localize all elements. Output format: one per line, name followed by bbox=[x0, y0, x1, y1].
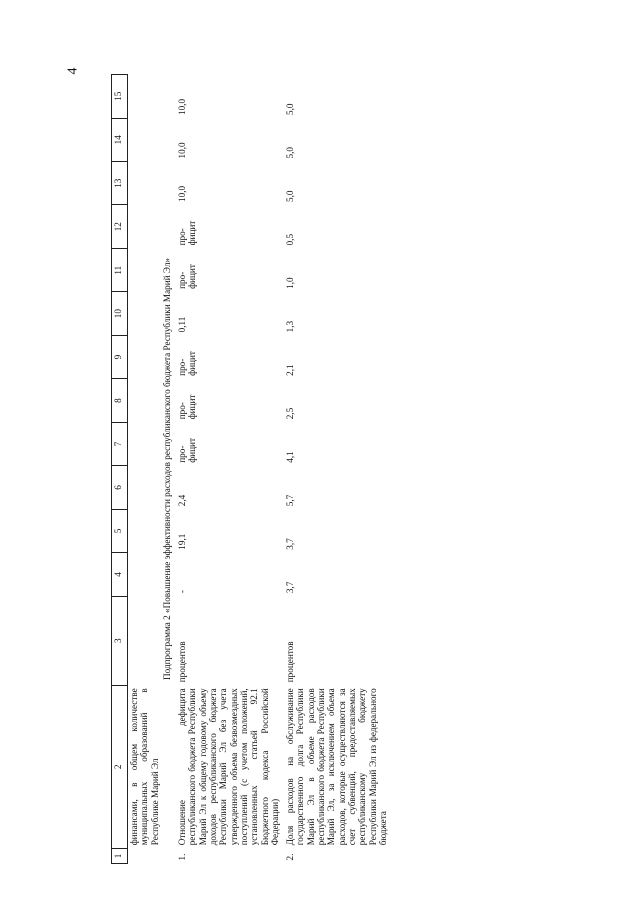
header-cell: 7 bbox=[112, 422, 128, 465]
header-cell: 11 bbox=[112, 248, 128, 291]
indicator-text: Отношение дефицита республиканского бюджета Республики Марий Эл к общему годовому объему доходов республиканского бюджета Республики Марий Эл без учета утвержденного объема безвозмездных поступлений (с учетом положений, установленных статьей 92.1 Бюджетного кодекса Российской Федерации) bbox=[177, 688, 280, 846]
value-cell: 2,4 bbox=[177, 494, 188, 507]
header-cell: 4 bbox=[112, 553, 128, 596]
rotated-table-sheet bbox=[111, 74, 601, 864]
header-cell: 10 bbox=[112, 292, 128, 335]
header-cell: 15 bbox=[112, 75, 128, 119]
value-cell: 5,0 bbox=[285, 103, 296, 116]
header-cell: 1 bbox=[112, 848, 128, 863]
value-cell: 1,3 bbox=[285, 320, 296, 333]
value-cell: про- фицит bbox=[177, 220, 198, 246]
row-number: 2. bbox=[285, 853, 296, 861]
page-number: 4 bbox=[65, 67, 81, 75]
value-cell: про- фицит bbox=[177, 351, 198, 376]
subprogram-row bbox=[161, 75, 173, 864]
unit-cell: процентов bbox=[285, 641, 296, 683]
value-cell: 10,0 bbox=[177, 185, 188, 202]
value-cell: 10,0 bbox=[177, 98, 188, 116]
value-cell: 19,1 bbox=[177, 533, 188, 550]
value-cell: - bbox=[177, 590, 188, 594]
value-cell: про- фицит bbox=[177, 438, 198, 463]
header-cell: 6 bbox=[112, 466, 128, 509]
indicator-text: Доля расходов на обслуживание государственного долга Республики Марий Эл в объеме расходов республиканского бюджета Республики Марий Эл, за исключением объема расходов, которые осуществляются за счет субвенций, предоставляемых республиканскому бюджету Республики Марий Эл из федерального бюджета bbox=[285, 688, 388, 846]
carry-over-row bbox=[128, 75, 161, 864]
carry-over-text: финансами, в общем количестве муниципальных образований в Республике Марий Эл bbox=[129, 688, 160, 846]
row-number: 1. bbox=[177, 853, 188, 861]
value-cell: 3,7 bbox=[285, 581, 296, 594]
header-cell: 8 bbox=[112, 379, 128, 422]
header-cell: 12 bbox=[112, 205, 128, 248]
value-cell: 1,0 bbox=[285, 277, 296, 289]
column-number-header-row bbox=[112, 75, 128, 864]
value-cell: 5,0 bbox=[285, 190, 296, 202]
value-cell: 5,0 bbox=[285, 147, 296, 159]
subprogram-title: Подпрограмма 2 «Повышение эффективности расходов республиканского бюджета Республики Марий Эл» bbox=[161, 257, 172, 681]
value-cell: про- фицит bbox=[177, 394, 198, 420]
value-cell: 10,0 bbox=[177, 142, 188, 159]
header-cell: 5 bbox=[112, 509, 128, 552]
indicator-table bbox=[111, 74, 389, 864]
value-cell: 3,7 bbox=[285, 538, 296, 550]
value-cell: 5,7 bbox=[285, 494, 296, 507]
value-cell: 0,5 bbox=[285, 233, 296, 246]
value-cell: 2,1 bbox=[285, 364, 296, 376]
header-cell: 9 bbox=[112, 335, 128, 378]
header-cell: 13 bbox=[112, 161, 128, 204]
value-cell: 0,11 bbox=[177, 316, 188, 333]
table-row bbox=[281, 75, 389, 864]
unit-cell: процентов bbox=[177, 641, 188, 683]
header-cell: 14 bbox=[112, 118, 128, 161]
value-cell: про- фицит bbox=[177, 264, 198, 289]
value-cell: 4,1 bbox=[285, 451, 296, 463]
table-row bbox=[173, 75, 281, 864]
header-cell: 2 bbox=[112, 685, 128, 848]
header-cell: 3 bbox=[112, 596, 128, 685]
value-cell: 2,5 bbox=[285, 407, 296, 420]
